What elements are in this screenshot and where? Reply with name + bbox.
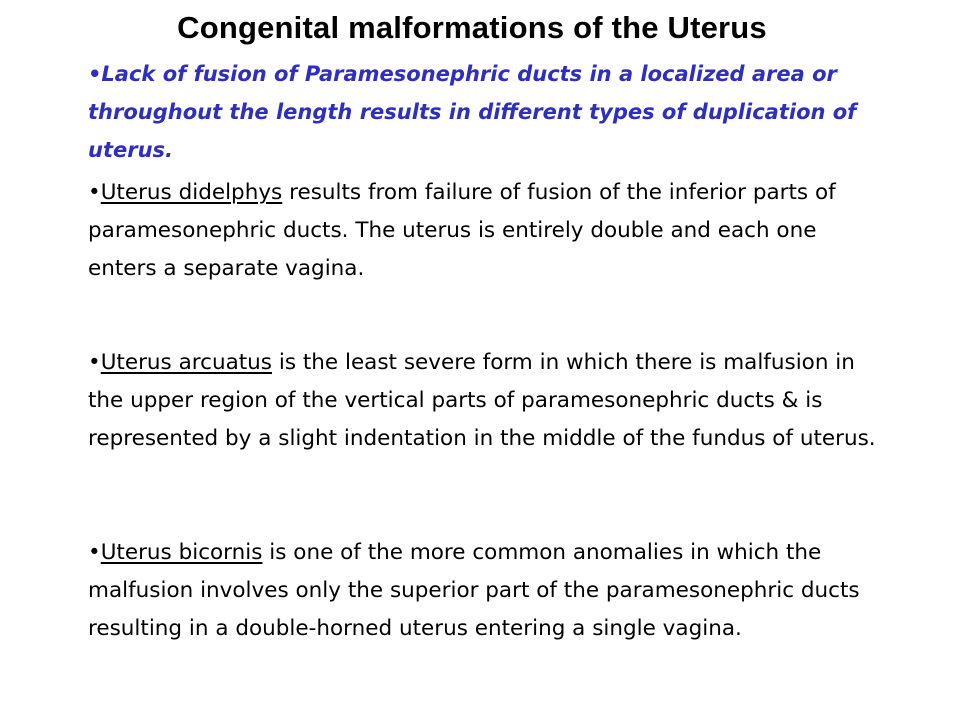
term-uterus-didelphys: Uterus didelphys (100, 180, 283, 205)
term-uterus-bicornis: Uterus bicornis (100, 540, 263, 565)
paragraph-uterus-bicornis (88, 534, 888, 648)
bullet: • (88, 180, 101, 205)
bullet: • (88, 540, 101, 565)
bullet: • (88, 350, 101, 375)
paragraph-text: results from failure of fusion of the inferior parts of paramesonephric ducts. The uterus is entirely double and each one enters a separate vagina. (88, 180, 836, 281)
paragraph-text: is one of the more common anomalies in which the malfusion involves only the superior part of the paramesonephric ducts resulting in a double-horned uterus entering a single vagina. (88, 540, 860, 641)
paragraph-uterus-didelphys (88, 174, 888, 288)
paragraph-text: is the least severe form in which there is malfusion in the upper region of the vertical parts of paramesonephric ducts & is represented by a slight indentation in the middle of the fundus of uterus. (88, 350, 876, 451)
intro-paragraph: •Lack of fusion of Paramesonephric ducts in a localized area or throughout the length results in different types of duplication of uterus. (88, 62, 857, 162)
term-uterus-arcuatus: Uterus arcuatus (100, 350, 273, 375)
slide-title: Congenital malformations of the Uterus (177, 10, 767, 45)
paragraph-uterus-arcuatus (88, 344, 888, 458)
